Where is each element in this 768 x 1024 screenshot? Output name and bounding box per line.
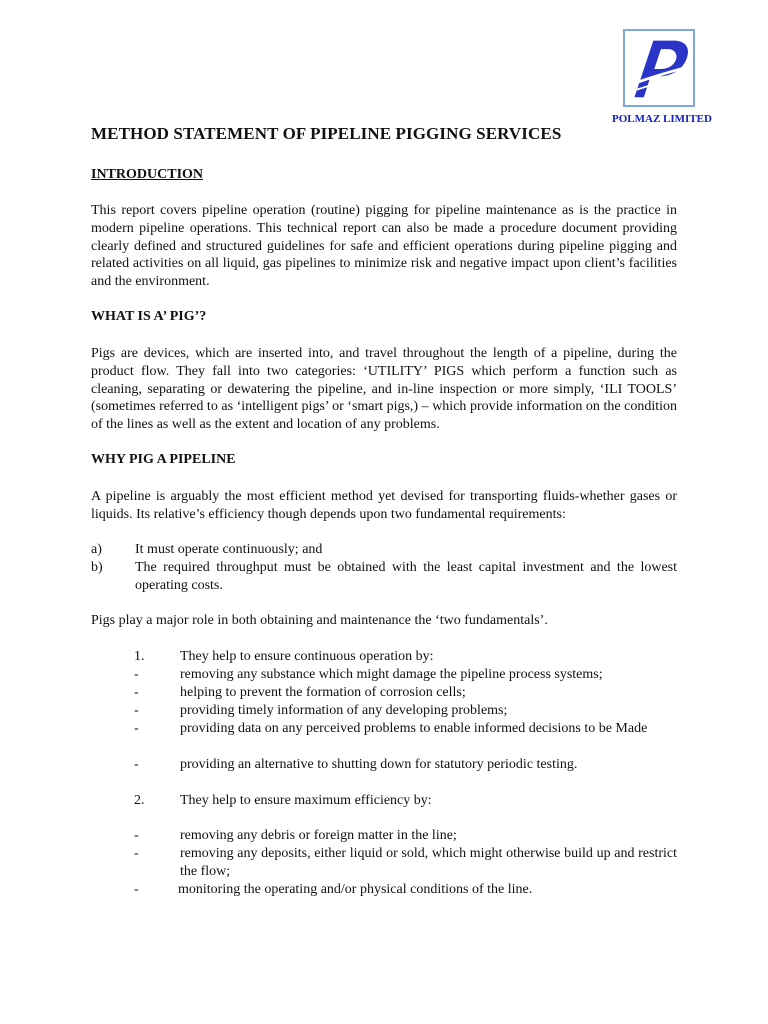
list-item-text: removing any debris or foreign matter in the line;	[180, 828, 457, 843]
list-marker: a)	[91, 542, 102, 557]
list-lead: They help to ensure continuous operation by:	[180, 649, 434, 664]
company-name: POLMAZ LIMITED	[612, 113, 712, 125]
polmaz-logo	[623, 29, 695, 107]
list-item-text: removing any deposits, either liquid or sold, which might otherwise build up and restrict the flow;	[180, 846, 677, 879]
list-item-text: The required throughput must be obtained with the least capital investment and the lowest operating costs.	[135, 560, 677, 593]
heading-introduction: INTRODUCTION	[91, 167, 204, 182]
list-marker: -	[134, 757, 139, 772]
two-fundamentals-summary: Pigs play a major role in both obtaining and maintenance the ‘two fundamentals’.	[91, 613, 548, 628]
polmaz-p-logo-icon	[625, 31, 693, 105]
list-item-text: providing data on any perceived problems to enable informed decisions to be Made	[180, 721, 648, 736]
why-pig-paragraph: A pipeline is arguably the most efficient method yet devised for transporting fluids-whether gases or liquids. Its relative’s efficiency though depends upon two fundamental requirements:	[91, 489, 677, 522]
list-number: 1.	[134, 649, 145, 664]
list-item-text: providing an alternative to shutting down for statutory periodic testing.	[180, 757, 578, 772]
list-marker: -	[134, 828, 139, 843]
list-marker: -	[134, 882, 139, 897]
list-marker: -	[134, 685, 139, 700]
heading-why-pig: WHY PIG A PIPELINE	[91, 452, 236, 467]
list-item-text: providing timely information of any developing problems;	[180, 703, 508, 718]
list-marker: -	[134, 721, 139, 736]
list-lead: They help to ensure maximum efficiency by:	[180, 793, 432, 808]
list-item-text: It must operate continuously; and	[135, 542, 323, 557]
list-item-text: removing any substance which might damage the pipeline process systems;	[180, 667, 603, 682]
list-marker: -	[134, 667, 139, 682]
list-marker: b)	[91, 560, 103, 575]
what-is-pig-paragraph: Pigs are devices, which are inserted into, and travel throughout the length of a pipeline, during the product flow. They fall into two categories: ‘UTILITY’ PIGS which perform a function such as cleaning, separating or dewatering the pipeline, and in-line inspection or more simply, ‘ILI TOOLS’ (sometimes referred to as ‘intelligent pigs’ or ‘smart pigs,) – which provide information on the condition of the lines as well as the extent and location of any problems.	[91, 346, 677, 433]
list-number: 2.	[134, 793, 145, 808]
list-marker: -	[134, 703, 139, 718]
document-title: METHOD STATEMENT OF PIPELINE PIGGING SERVICES	[91, 124, 562, 143]
heading-what-is-pig: WHAT IS A’ PIG’?	[91, 309, 207, 324]
list-item-text: monitoring the operating and/or physical conditions of the line.	[178, 882, 533, 897]
introduction-paragraph: This report covers pipeline operation (routine) pigging for pipeline maintenance as is the practice in modern pipeline operations. This technical report can also be made a procedure document providing clearly defined and structured guidelines for safe and efficient operations during pipeline pigging and related activities on all liquid, gas pipelines to minimize risk and negative impact upon client’s facilities and the environment.	[91, 203, 677, 290]
list-marker: -	[134, 846, 139, 861]
list-item-text: helping to prevent the formation of corrosion cells;	[180, 685, 466, 700]
